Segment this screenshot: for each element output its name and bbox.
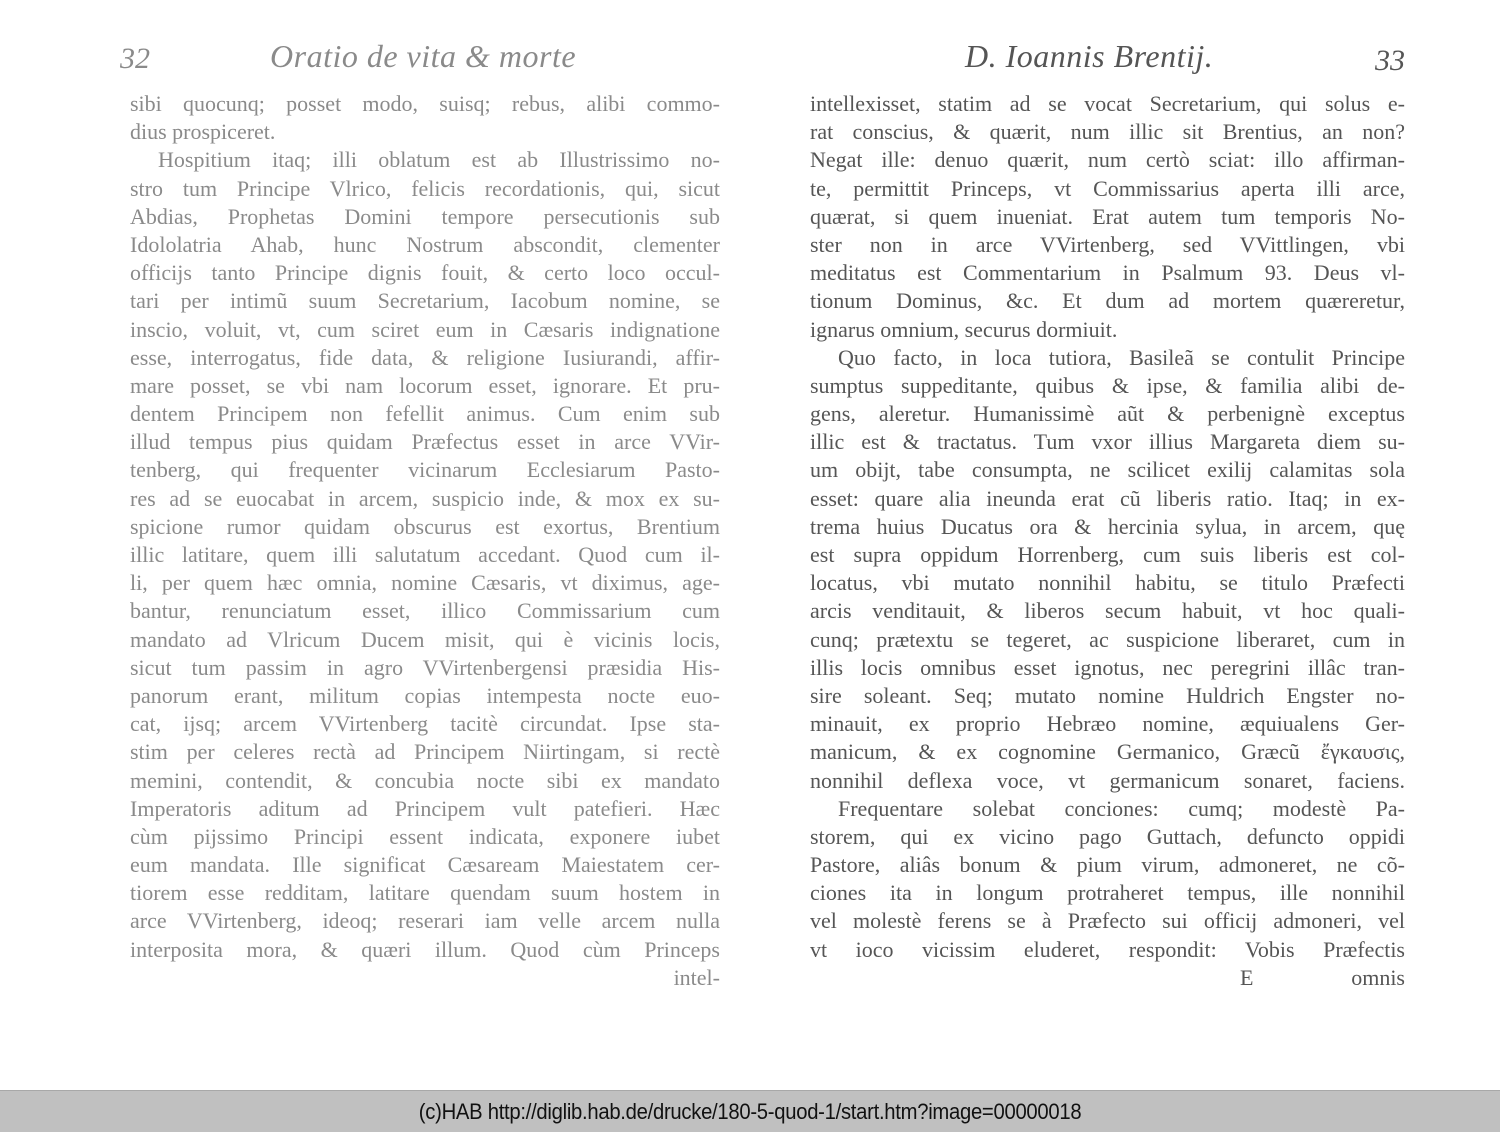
text-line: res ad se euocabat in arcem, suspicio inde, & mox ex su- (130, 485, 720, 511)
text-line: nonnihil deflexa voce, vt germanicum sonaret, faciens. (810, 767, 1405, 793)
text-line: Negat ille: denuo quærit, num certò sciat: illo affirman- (810, 147, 1405, 173)
text-line: ignarus omnium, securus dormiuit. (810, 316, 1118, 342)
text-line: mandato ad Vlricum Ducem misit, qui è vicinis locis, (130, 626, 720, 652)
text-line: vel molestè ferens se à Præfecto sui officij admoneri, vel (810, 908, 1405, 934)
text-line: dius prospiceret. (130, 119, 276, 145)
text-line: bantur, renunciatum esset, illico Commissarium cum (130, 598, 720, 624)
text-line: rat conscius, & quærit, num illic sit Brentius, an non? (810, 119, 1405, 145)
text-line: arce VVirtenberg, ideoq; reserari iam velle arcem nulla (130, 908, 720, 934)
right-page-body (810, 90, 1405, 992)
text-line: esse, interrogatus, fide data, & religione Iusiurandi, affir- (130, 344, 720, 370)
text-line: memini, contendit, & concubia nocte sibi ex mandato (130, 767, 720, 793)
text-line: Quo facto, in loca tutiora, Basileã se contulit Principe (838, 344, 1405, 370)
footer-copyright-url: (c)HAB http://diglib.hab.de/drucke/180-5-quod-1/start.htm?image=00000018 (418, 1098, 1082, 1124)
text-line: quærat, si quem inueniat. Erat autem tum temporis No- (810, 203, 1405, 229)
text-line: mare posset, se vbi nam locorum esset, ignorare. Et pru- (130, 372, 720, 398)
text-line: storem, qui ex vicino pago Guttach, defuncto oppidi (810, 823, 1405, 849)
text-line: stim per celeres rectà ad Principem Niirtingam, si rectè (130, 739, 720, 765)
text-line: gens, aleretur. Humanissimè aũt & perbenignè exceptus (810, 401, 1405, 427)
text-line: ciones ita in longum protraheret tempus, ille nonnihil (810, 880, 1405, 906)
text-line: esset: quare alia ineunda erat cũ liberis ratio. Itaq; in ex- (810, 485, 1405, 511)
text-line: eum mandata. Ille significat Cæsaream Maiestatem cer- (130, 852, 720, 878)
text-line: Imperatoris aditum ad Principem vult patefieri. Hæc (130, 795, 720, 821)
signature-line (810, 964, 1405, 992)
text-line: tari per intimũ suum Secretarium, Iacobum nomine, se (130, 288, 720, 314)
text-line: interposita mora, & quæri illum. Quod cùm Princeps (130, 936, 720, 962)
text-line: cùm pijssimo Principi essent indicata, exponere iubet (130, 823, 720, 849)
text-line: officijs tanto Principe dignis fouit, & certo loco occul- (130, 260, 720, 286)
text-line: Abdias, Prophetas Domini tempore persecutionis sub (130, 203, 720, 229)
text-line: illic latitare, quem illi salutatum accedant. Quod cum il- (130, 542, 720, 567)
text-line: tionum Dominus, &c. Et dum ad mortem quæreretur, (810, 288, 1405, 314)
text-line: arcis venditauit, & liberos secum habuit, vt hoc quali- (810, 598, 1405, 624)
text-line: illud tempus pius quidam Præfectus esset in arce VVir- (130, 429, 720, 455)
text-line: Pastore, aliâs bonum & pium virum, admoneret, ne cõ- (810, 852, 1405, 878)
text-line: li, per quem hæc omnia, nomine Cæsaris, vt diximus, age- (130, 570, 720, 596)
text-line: cunq; prætextu se tegeret, ac suspicione liberaret, cum in (810, 626, 1405, 652)
text-line: trema huius Ducatus ora & hercinia sylua, in arcem, quę (810, 513, 1405, 539)
text-line: manicum, & ex cognomine Germanico, Græcũ ἔγκαυσις, (810, 739, 1405, 765)
text-line: locatus, vbi mutato nonnihil habitu, se titulo Præfecti (810, 570, 1405, 596)
running-head-left: Oratio de vita & morte (270, 38, 577, 74)
catchword: intel- (673, 964, 720, 990)
catchword: omnis (1351, 964, 1405, 990)
text-line: Idololatria Ahab, hunc Nostrum abscondit, clementer (130, 231, 720, 257)
text-line: um obijt, tabe consumpta, ne scilicet exilij calamitas sola (810, 457, 1405, 483)
signature-mark: E (1240, 964, 1254, 990)
text-line: sibi quocunq; posset modo, suisq; rebus, alibi commo- (130, 91, 720, 116)
text-line: Frequentare solebat conciones: cumq; modestè Pa- (838, 795, 1405, 821)
text-line: Hospitium itaq; illi oblatum est ab Illustrissimo no- (158, 147, 720, 173)
text-line: panorum erant, militum copias intempesta nocte euo- (130, 682, 720, 708)
page-number-left: 32 (120, 42, 150, 75)
text-line: stro tum Principe Vlrico, felicis recordationis, qui, sicut (130, 175, 720, 201)
text-line: spicione rumor quidam obscurus est exortus, Brentium (130, 513, 720, 539)
text-line: illic est & tractatus. Tum vxor illius Margareta diem su- (810, 429, 1405, 455)
text-line: inscio, voluit, vt, cum sciret eum in Cæsaris indignatione (130, 316, 720, 342)
left-page-body (130, 90, 720, 992)
text-line: cat, ijsq; arcem VVirtenberg tacitè circundat. Ipse sta- (130, 711, 720, 737)
text-line: sire soleant. Seq; mutato nomine Huldrich Engster no- (810, 682, 1405, 708)
text-line: vt ioco vicissim eluderet, respondit: Vobis Præfectis (810, 936, 1405, 962)
text-line: tiorem esse redditam, latitare quendam suum hostem in (130, 880, 720, 906)
text-line: intellexisset, statim ad se vocat Secretarium, qui solus e- (810, 91, 1405, 116)
text-line: sicut tum passim in agro VVirtenbergensi præsidia His- (130, 654, 720, 680)
text-line: est supra oppidum Horrenberg, cum suis liberis est col- (810, 542, 1405, 567)
text-line: illis locis omnibus esset ignotus, nec peregrini illâc tran- (810, 654, 1405, 680)
text-line: tenberg, qui frequenter vicinarum Ecclesiarum Pasto- (130, 457, 720, 483)
text-line: minauit, ex proprio Hebræo nomine, æquiualens Ger- (810, 711, 1405, 737)
text-line: ster non in arce VVirtenberg, sed VVittlingen, vbi (810, 231, 1405, 257)
text-line: te, permittit Princeps, vt Commissarius aperta illi arce, (810, 175, 1405, 201)
text-line: dentem Principem non fefellit animus. Cum enim sub (130, 401, 720, 427)
running-head-right: D. Ioannis Brentij. (965, 38, 1214, 74)
copyright-footer (0, 1090, 1500, 1132)
text-line: sumptus suppeditante, quibus & ipse, & familia alibi de- (810, 372, 1405, 398)
text-line: meditatus est Commentarium in Psalmum 93. Deus vl- (810, 260, 1405, 286)
page-number-right: 33 (1375, 44, 1405, 77)
